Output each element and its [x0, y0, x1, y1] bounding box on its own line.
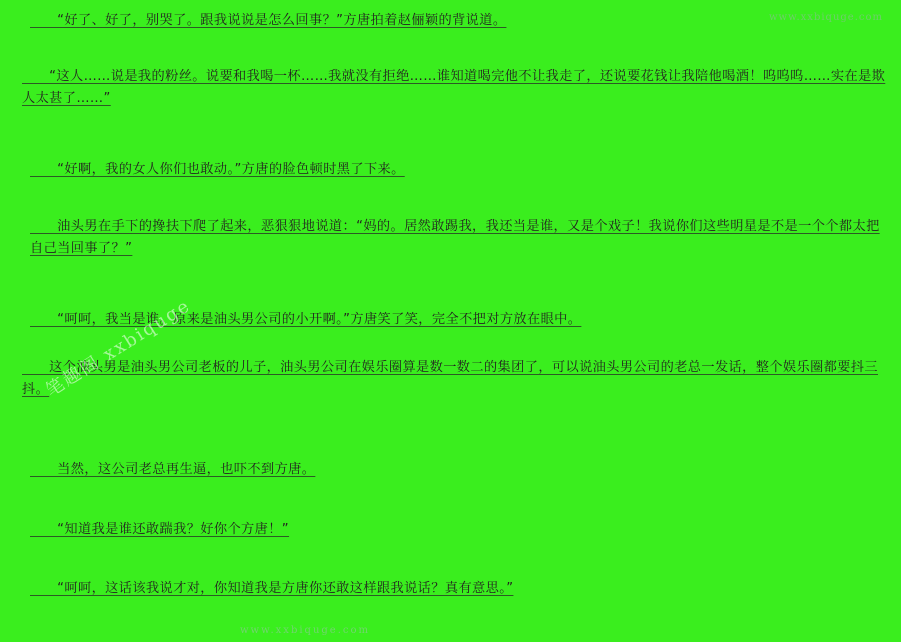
paragraph: 油头男在手下的搀扶下爬了起来，恶狠狠地说道：“妈的。居然敢踢我，我还当是谁，又是个戏子！我说你们这些明星是不是一个个都太把自己当回事了？”: [30, 219, 880, 256]
watermark-top-right: www.xxbiquge.com: [769, 12, 883, 23]
paragraph: “好了、好了，别哭了。跟我说说是怎么回事？”方唐拍着赵俪颖的背说道。: [30, 13, 507, 28]
paragraph: “呵呵，我当是谁。原来是油头男公司的小开啊。”方唐笑了笑，完全不把对方放在眼中。: [30, 312, 582, 327]
paragraph: 这个油头男是油头男公司老板的儿子，油头男公司在娱乐圈算是数一数二的集团了，可以说油头男公司的老总一发话，整个娱乐圈都要抖三抖。: [22, 360, 879, 397]
paragraph: “知道我是谁还敢踹我？好你个方唐！”: [30, 522, 290, 537]
paragraph: “呵呵，这话该我说才对，你知道我是方唐你还敢这样跟我说话？真有意思。”: [30, 581, 514, 596]
watermark-diagonal: 笔趣阁 xxbiquge: [42, 295, 195, 402]
watermark-bottom: www.xxbiquge.com: [240, 625, 370, 636]
paragraph: 当然，这公司老总再生逼，也吓不到方唐。: [30, 462, 316, 477]
paragraph: “这人……说是我的粉丝。说要和我喝一杯……我就没有拒绝……谁知道喝完他不让我走了，还说要花钱让我陪他喝酒！呜呜呜……实在是欺人太甚了……”: [22, 69, 886, 106]
paragraph: “好啊，我的女人你们也敢动。”方唐的脸色顿时黑了下来。: [30, 162, 405, 177]
